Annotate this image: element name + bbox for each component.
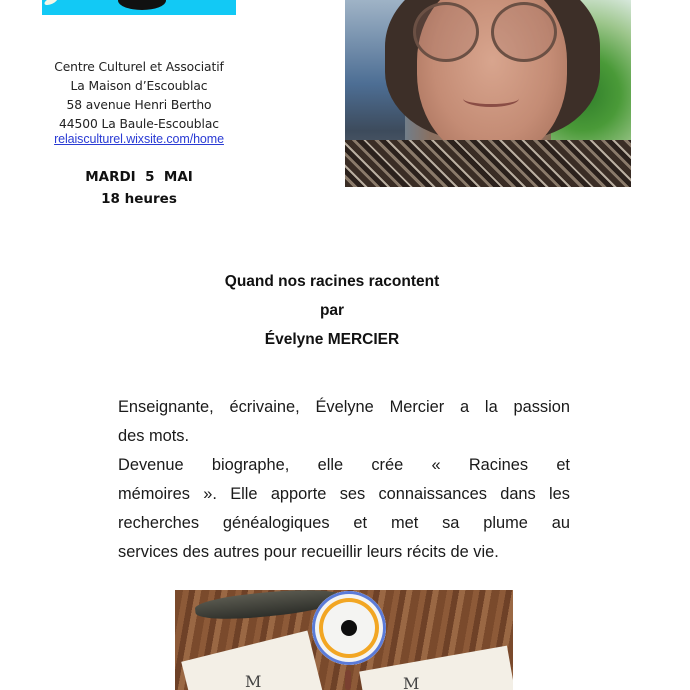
disc-center-dot [341, 620, 357, 636]
logo-banner [42, 0, 236, 15]
event-date-block [30, 166, 248, 210]
card-logo-left: M [245, 672, 262, 690]
venue-address [30, 58, 248, 146]
venue-city: 44500 La Baule-Escoublac [59, 117, 219, 131]
glasses-right-lens [491, 2, 557, 62]
photo-smile [463, 90, 519, 107]
talk-by: par [319, 302, 345, 319]
venue-street: 58 avenue Henri Bertho [66, 98, 212, 112]
venue-subname: La Maison d’Escoublac [70, 79, 208, 93]
bio-line: Enseignante, écrivaine, Évelyne Mercier a la passion [118, 398, 570, 416]
glasses-left-lens [413, 2, 479, 62]
portrait-photo [345, 0, 631, 187]
bio-line: des mots. [118, 427, 190, 445]
speaker-bio [118, 393, 570, 567]
event-day: MARDI 5 MAI [85, 169, 193, 185]
event-time: 18 heures [101, 191, 177, 207]
bio-line: recherches généalogiques et met sa plume au [118, 514, 570, 532]
card-logo-right: M [403, 674, 420, 690]
bio-line: Devenue biographe, elle crée « Racines et [118, 456, 570, 474]
venue-name: Centre Culturel et Associatif [54, 60, 224, 74]
photo-tassel [345, 670, 351, 690]
card-right [359, 646, 513, 690]
books-photo [175, 590, 513, 690]
website-link[interactable]: relaisculturel.wixsite.com/home [54, 132, 224, 146]
talk-title: Quand nos racines racontent [224, 273, 440, 290]
leaf-icon [43, 0, 58, 7]
bio-line: mémoires ». Elle apporte ses connaissances dans les [118, 485, 570, 503]
speaker-name: Évelyne MERCIER [264, 331, 400, 348]
talk-title-block [0, 267, 664, 354]
photo-patterned-shirt [345, 140, 631, 187]
logo-tree-icon [118, 0, 166, 10]
bio-line: services des autres pour recueillir leurs récits de vie. [118, 543, 499, 561]
